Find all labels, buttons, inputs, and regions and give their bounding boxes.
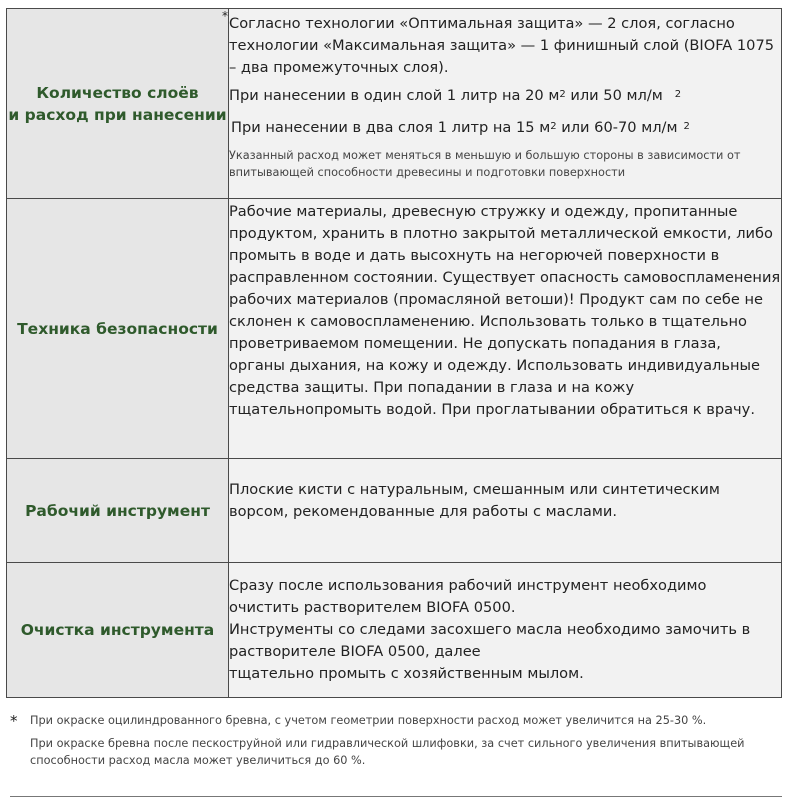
footnote-1 [10, 712, 780, 729]
row-value-cleaning [229, 563, 782, 698]
two-layer-consumption [229, 117, 781, 139]
specification-table [6, 8, 782, 698]
asterisk-mark: * [222, 9, 228, 23]
bottom-divider [10, 796, 782, 797]
row-label-cleaning: Очистка инструмента [7, 563, 229, 698]
row-value-safety [229, 199, 782, 459]
row-label-line1: Количество слоёв [36, 83, 199, 102]
footnote-2 [10, 735, 780, 769]
row-label-line2: и расход при нанесении [8, 105, 227, 124]
footnote-1-text: При окраске оцилиндрованного бревна, с учетом геометрии поверхности расход может увеличится на 25-30 %. [30, 714, 707, 727]
superscript-2: 2 [683, 121, 690, 132]
row-value-consumption [222, 9, 782, 199]
row-label-consumption [7, 9, 229, 199]
one-layer-consumption [229, 85, 781, 107]
two-layer-text-a: При нанесении в два слоя 1 литр на 15 м [231, 119, 551, 136]
footnote-2-text: При окраске бревна после пескоструйной или гидравлической шлифовки, за счет сильного увеличения впитывающей способности расход масла может увеличиться до 60 %. [30, 737, 745, 767]
two-layer-text-b: или 60-70 мл/м [561, 119, 678, 136]
table-row-cleaning [7, 563, 782, 698]
table-row-tools [7, 459, 782, 563]
superscript-2: 2 [559, 89, 566, 100]
row-label-safety: Техника безопасности [7, 199, 229, 459]
safety-text: Рабочие материалы, древесную стружку и одежду, пропитанные продуктом, хранить в плотно закрытой металлической емкости, либо промыть в воде и дать высохнуть на негорючей поверхности в расправленном состоянии. Существует опасность самовоспламенения рабочих материалов (промасляной ветоши)! Продукт сам по себе не склонен к самовоспламенению. Использовать только в тщательно проветриваемом помещении. Не допускать попадания в глаза, органы дыхания, на кожу и одежду. Использовать индивидуальные средства защиты. При попадании в глаза и на кожу тщательнопромыть водой. При проглатывании обратиться к врачу. [229, 203, 781, 418]
row-value-tools [229, 459, 782, 563]
footnotes [10, 712, 780, 769]
superscript-2: 2 [674, 89, 682, 100]
cleaning-line2: Инструменты со следами засохшего масла необходимо замочить в растворителе BIOFA 0500, далее [229, 621, 751, 660]
cleaning-text [229, 563, 781, 685]
cleaning-line1: Сразу после использования рабочий инструмент необходимо очистить растворителем BIOFA 0500. [229, 577, 707, 616]
one-layer-text-b: или 50 мл/м [570, 87, 663, 104]
table-row-safety [7, 199, 782, 459]
consumption-note: Указанный расход может меняться в меньшую и большую стороны в зависимости от впитывающей способности древесины и подготовки поверхности [229, 149, 741, 179]
technology-layers-text: Согласно технологии «Оптимальная защита» — 2 слоя, согласно технологии «Максимальная защита» — 1 финишный слой (BIOFA 1075 – два промежуточных слоя). [229, 15, 775, 76]
superscript-2: 2 [550, 121, 557, 132]
table-row-consumption [7, 9, 782, 199]
footnote-asterisk: * [10, 712, 18, 730]
row-label-tools: Рабочий инструмент [7, 459, 229, 563]
cleaning-line3: тщательно промыть с хозяйственным мылом. [229, 665, 584, 682]
tools-text: Плоские кисти с натуральным, смешанным или синтетическим ворсом, рекомендованные для работы с маслами. [229, 481, 720, 520]
one-layer-text-a: При нанесении в один слой 1 литр на 20 м [229, 87, 560, 104]
